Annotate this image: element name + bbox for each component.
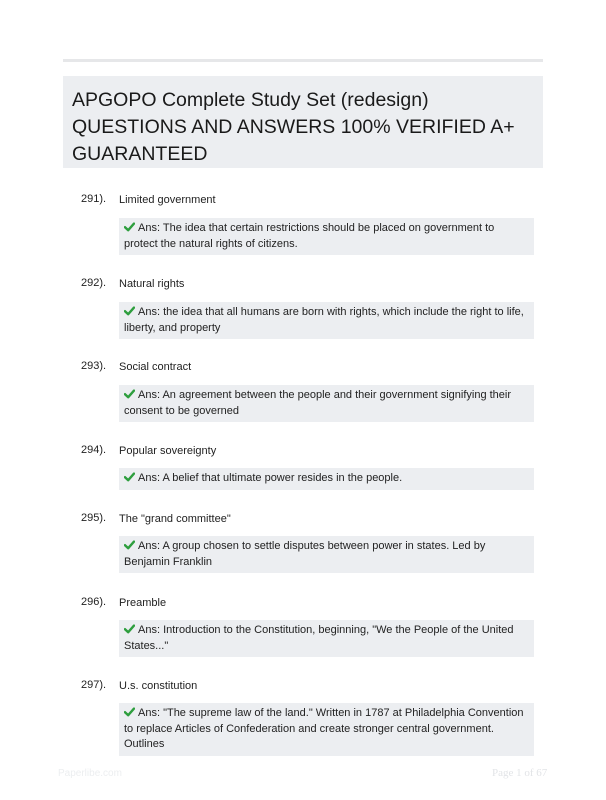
question-number: 296). [81, 596, 107, 608]
question-text: Social contract [119, 361, 192, 373]
answer-text: Ans: A group chosen to settle disputes between power in states. Led by Benjamin Franklin [124, 540, 486, 568]
question-text: The "grand committee" [119, 513, 231, 525]
question-number: 297). [81, 679, 107, 691]
check-icon [124, 306, 135, 316]
answer-text: Ans: A belief that ultimate power resides in the people. [138, 472, 403, 484]
question-number: 293). [81, 360, 107, 372]
answer-text: Ans: "The supreme law of the land." Written in 1787 at Philadelphia Convention to replace Articles of Confederation and create stronger central government. Outlines [124, 707, 524, 750]
answer-box [119, 468, 534, 490]
answer-box [119, 703, 534, 756]
answer-text: Ans: An agreement between the people and their government signifying their consent to be governed [124, 389, 512, 417]
answer-box [119, 385, 534, 422]
answer-box [119, 302, 534, 339]
top-divider [63, 59, 543, 62]
answer-box [119, 536, 534, 573]
document-title: APGOPO Complete Study Set (redesign) QUESTIONS AND ANSWERS 100% VERIFIED A+ GUARANTEED [72, 89, 515, 165]
question-text: Preamble [119, 597, 167, 609]
answer-box [119, 218, 534, 255]
answer-text: Ans: Introduction to the Constitution, beginning, "We the People of the United States..." [124, 624, 514, 652]
question-text: Natural rights [119, 278, 185, 290]
question-number: 294). [81, 444, 107, 456]
check-icon [124, 707, 135, 717]
check-icon [124, 472, 135, 482]
answer-text: Ans: the idea that all humans are born with rights, which include the right to life, liberty, and property [124, 306, 524, 334]
watermark: Paperlibe.com [58, 768, 122, 779]
question-text: U.s. constitution [119, 680, 198, 692]
question-text: Limited government [119, 194, 216, 206]
question-number: 292). [81, 277, 107, 289]
check-icon [124, 624, 135, 634]
answer-text: Ans: The idea that certain restrictions should be placed on government to protect the natural rights of citizens. [124, 222, 495, 250]
title-box [63, 76, 543, 168]
question-text: Popular sovereignty [119, 445, 217, 457]
question-number: 295). [81, 512, 107, 524]
check-icon [124, 540, 135, 550]
check-icon [124, 389, 135, 399]
check-icon [124, 222, 135, 232]
question-number: 291). [81, 193, 107, 205]
page-indicator: Page 1 of 67 [492, 767, 548, 779]
answer-box [119, 620, 534, 657]
